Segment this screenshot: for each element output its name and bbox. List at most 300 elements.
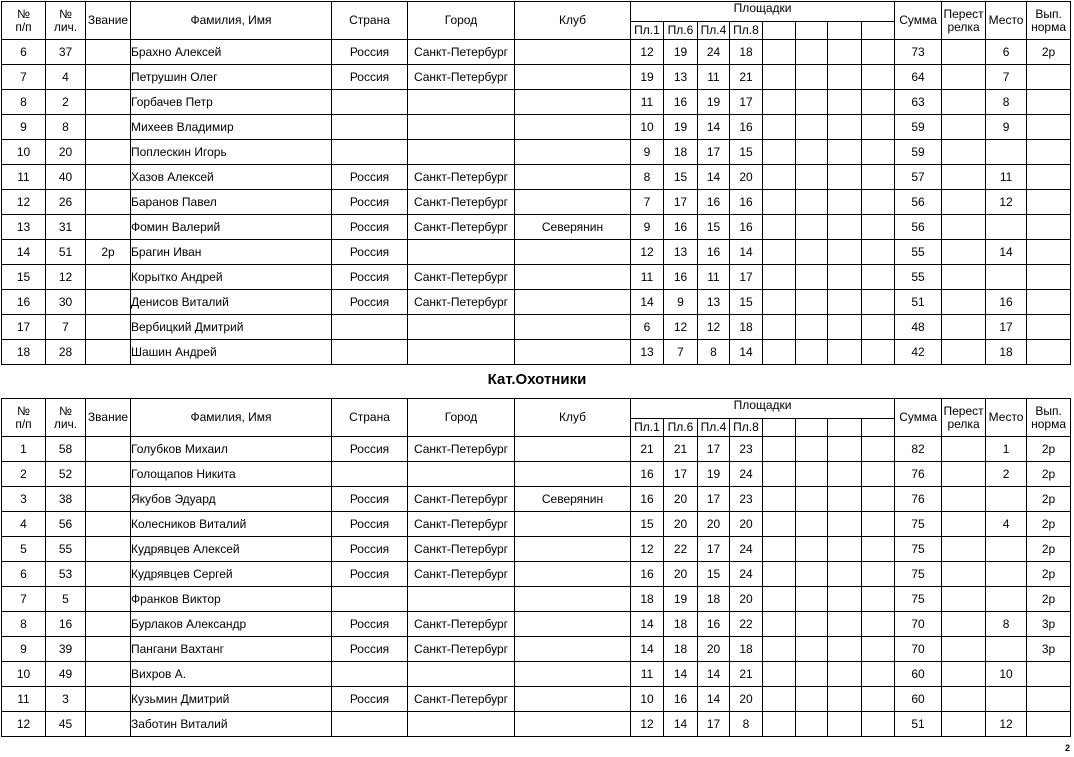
stand-score: 13	[664, 240, 698, 265]
personal-number: 20	[46, 140, 86, 165]
personal-number: 16	[46, 612, 86, 637]
stand-score: 19	[698, 462, 730, 487]
sum-cell: 82	[895, 437, 942, 462]
shootoff-cell	[942, 662, 986, 687]
row-number: 11	[2, 687, 46, 712]
stand-score: 19	[664, 115, 698, 140]
table-row	[2, 637, 1071, 662]
name-cell: Кудрявцев Сергей	[131, 562, 332, 587]
row-number: 8	[2, 612, 46, 637]
stand-score-empty	[763, 190, 796, 215]
rank-cell	[86, 487, 131, 512]
table-row	[2, 612, 1071, 637]
place-cell	[986, 265, 1027, 290]
stand-score-empty	[862, 190, 895, 215]
city-cell	[408, 115, 515, 140]
stand-score-empty	[763, 587, 796, 612]
stand-score-empty	[796, 437, 828, 462]
country-cell	[332, 90, 408, 115]
row-number: 4	[2, 512, 46, 537]
stand-score: 17	[698, 537, 730, 562]
personal-number: 52	[46, 462, 86, 487]
rank-cell	[86, 215, 131, 240]
city-header: Город	[408, 399, 515, 437]
stand-score: 18	[664, 140, 698, 165]
stand-score: 12	[631, 537, 664, 562]
shootoff-cell	[942, 537, 986, 562]
stand-score: 19	[664, 40, 698, 65]
rank-cell	[86, 437, 131, 462]
stand-score: 15	[698, 562, 730, 587]
stand-score-empty	[763, 265, 796, 290]
stand-score: 21	[664, 437, 698, 462]
place-cell	[986, 140, 1027, 165]
sum-cell: 51	[895, 712, 942, 737]
stand-score-empty	[763, 340, 796, 365]
stand-score: 16	[698, 612, 730, 637]
table-row	[2, 190, 1071, 215]
shootoff-cell	[942, 115, 986, 140]
name-cell: Фомин Валерий	[131, 215, 332, 240]
shootoff-cell	[942, 462, 986, 487]
name-cell: Шашин Андрей	[131, 340, 332, 365]
norm-cell: 2р	[1027, 512, 1071, 537]
country-cell	[332, 140, 408, 165]
country-cell	[332, 462, 408, 487]
club-cell	[515, 340, 631, 365]
table-row	[2, 537, 1071, 562]
stand-score-empty	[828, 190, 862, 215]
city-cell: Санкт-Петербург	[408, 40, 515, 65]
table-header	[2, 399, 1071, 437]
stand-score-empty	[862, 487, 895, 512]
stand-score: 18	[664, 637, 698, 662]
stand-score-empty	[828, 462, 862, 487]
row-number: 12	[2, 712, 46, 737]
personal-number: 8	[46, 115, 86, 140]
rank-cell	[86, 512, 131, 537]
stand-score-empty	[828, 512, 862, 537]
stand-score-empty	[763, 512, 796, 537]
stand-score: 14	[698, 115, 730, 140]
personal-number: 2	[46, 90, 86, 115]
country-cell: Россия	[332, 537, 408, 562]
stand-score-empty	[763, 662, 796, 687]
personal-number: 7	[46, 315, 86, 340]
row-number: 9	[2, 637, 46, 662]
rank-cell	[86, 462, 131, 487]
stand-header: Пл.1	[631, 419, 664, 437]
name-header: Фамилия, Имя	[131, 2, 332, 40]
stand-score: 9	[664, 290, 698, 315]
stand-score-empty	[862, 687, 895, 712]
stand-score-empty	[763, 562, 796, 587]
personal-number: 38	[46, 487, 86, 512]
personal-number: 45	[46, 712, 86, 737]
name-cell: Франков Виктор	[131, 587, 332, 612]
stand-score-empty	[763, 687, 796, 712]
stand-score-empty	[796, 487, 828, 512]
row-number: 9	[2, 115, 46, 140]
place-cell	[986, 587, 1027, 612]
club-cell: Северянин	[515, 487, 631, 512]
country-cell: Россия	[332, 290, 408, 315]
city-header: Город	[408, 2, 515, 40]
place-cell: 17	[986, 315, 1027, 340]
stand-score-empty	[763, 315, 796, 340]
rank-cell	[86, 340, 131, 365]
stand-score-empty	[828, 290, 862, 315]
table-row	[2, 662, 1071, 687]
personal-number: 53	[46, 562, 86, 587]
city-cell: Санкт-Петербург	[408, 165, 515, 190]
sum-cell: 70	[895, 637, 942, 662]
stand-score-empty	[796, 562, 828, 587]
shootoff-cell	[942, 562, 986, 587]
stand-score: 14	[664, 712, 698, 737]
stand-score-empty	[828, 215, 862, 240]
rank-cell	[86, 115, 131, 140]
stand-score-empty	[862, 140, 895, 165]
stand-score-empty	[796, 190, 828, 215]
norm-cell	[1027, 115, 1071, 140]
stand-score-empty	[862, 562, 895, 587]
personal-number: 37	[46, 40, 86, 65]
stand-score: 11	[631, 265, 664, 290]
place-cell	[986, 487, 1027, 512]
stand-score: 16	[664, 687, 698, 712]
stand-score: 24	[730, 537, 763, 562]
stand-score-empty	[796, 687, 828, 712]
norm-cell: 2р	[1027, 562, 1071, 587]
country-cell	[332, 662, 408, 687]
stand-score: 17	[730, 90, 763, 115]
place-cell: 10	[986, 662, 1027, 687]
city-cell: Санкт-Петербург	[408, 65, 515, 90]
sum-header: Сумма	[895, 2, 942, 40]
stand-score-empty	[796, 215, 828, 240]
sum-cell: 63	[895, 90, 942, 115]
stand-score: 16	[664, 215, 698, 240]
place-header: Место	[986, 2, 1027, 40]
stand-score: 21	[730, 65, 763, 90]
stand-score: 24	[730, 462, 763, 487]
stand-score-empty	[862, 65, 895, 90]
sum-cell: 59	[895, 115, 942, 140]
norm-cell	[1027, 240, 1071, 265]
place-cell: 14	[986, 240, 1027, 265]
stand-score-empty	[763, 90, 796, 115]
stand-score: 20	[698, 512, 730, 537]
stand-score-empty	[828, 712, 862, 737]
stand-score-empty	[862, 512, 895, 537]
num-pp-header: № п/п	[2, 399, 46, 437]
stand-score-empty	[828, 265, 862, 290]
personal-number: 3	[46, 687, 86, 712]
row-number: 5	[2, 537, 46, 562]
results-table-main	[1, 1, 1071, 365]
page-number: 2	[1064, 743, 1070, 753]
shootoff-cell	[942, 712, 986, 737]
stand-score-empty	[763, 40, 796, 65]
norm-cell	[1027, 65, 1071, 90]
city-cell: Санкт-Петербург	[408, 562, 515, 587]
norm-cell	[1027, 190, 1071, 215]
club-cell	[515, 65, 631, 90]
country-cell: Россия	[332, 190, 408, 215]
row-number: 17	[2, 315, 46, 340]
club-cell	[515, 637, 631, 662]
sum-cell: 56	[895, 215, 942, 240]
table-row	[2, 462, 1071, 487]
stand-score: 7	[631, 190, 664, 215]
country-cell: Россия	[332, 637, 408, 662]
rank-cell	[86, 687, 131, 712]
place-cell: 16	[986, 290, 1027, 315]
stand-score: 16	[730, 115, 763, 140]
stand-score-empty	[763, 612, 796, 637]
stand-score-empty	[862, 240, 895, 265]
city-cell: Санкт-Петербург	[408, 612, 515, 637]
table-row	[2, 437, 1071, 462]
country-cell: Россия	[332, 687, 408, 712]
sum-cell: 42	[895, 340, 942, 365]
stand-score: 17	[664, 462, 698, 487]
row-number: 7	[2, 587, 46, 612]
stand-score-empty	[763, 637, 796, 662]
row-number: 7	[2, 65, 46, 90]
rank-cell	[86, 315, 131, 340]
row-number: 15	[2, 265, 46, 290]
row-number: 3	[2, 487, 46, 512]
stand-score: 20	[664, 562, 698, 587]
stand-header	[796, 419, 828, 437]
table-row	[2, 340, 1071, 365]
rank-cell	[86, 612, 131, 637]
stand-score-empty	[862, 40, 895, 65]
stand-score-empty	[763, 240, 796, 265]
rank-cell	[86, 90, 131, 115]
club-cell	[515, 140, 631, 165]
stand-score-empty	[763, 462, 796, 487]
stand-score: 19	[664, 587, 698, 612]
stand-score-empty	[828, 662, 862, 687]
city-cell	[408, 587, 515, 612]
stand-score: 16	[631, 562, 664, 587]
stand-header	[828, 419, 862, 437]
rank-cell	[86, 65, 131, 90]
stand-score: 17	[698, 437, 730, 462]
stand-score: 18	[631, 587, 664, 612]
sum-cell: 57	[895, 165, 942, 190]
name-cell: Вихров А.	[131, 662, 332, 687]
row-number: 6	[2, 562, 46, 587]
sum-cell: 59	[895, 140, 942, 165]
stand-score: 9	[631, 140, 664, 165]
country-header: Страна	[332, 2, 408, 40]
table-row	[2, 587, 1071, 612]
name-cell: Денисов Виталий	[131, 290, 332, 315]
stand-score-empty	[796, 165, 828, 190]
personal-number: 55	[46, 537, 86, 562]
stand-score: 8	[730, 712, 763, 737]
stand-score: 14	[698, 662, 730, 687]
stand-score-empty	[828, 40, 862, 65]
stand-score: 10	[631, 115, 664, 140]
stand-score: 16	[631, 462, 664, 487]
stand-score: 7	[664, 340, 698, 365]
rank-cell	[86, 190, 131, 215]
shootoff-cell	[942, 190, 986, 215]
club-cell	[515, 190, 631, 215]
stand-score: 12	[631, 712, 664, 737]
rank-cell	[86, 140, 131, 165]
country-cell: Россия	[332, 240, 408, 265]
stand-score-empty	[796, 612, 828, 637]
stand-score-empty	[796, 537, 828, 562]
personal-number: 40	[46, 165, 86, 190]
country-cell	[332, 115, 408, 140]
rank-cell: 2р	[86, 240, 131, 265]
norm-header: Вып. норма	[1027, 2, 1071, 40]
table-row	[2, 140, 1071, 165]
city-cell: Санкт-Петербург	[408, 512, 515, 537]
row-number: 6	[2, 40, 46, 65]
stand-score: 21	[730, 662, 763, 687]
city-cell: Санкт-Петербург	[408, 265, 515, 290]
name-cell: Хазов Алексей	[131, 165, 332, 190]
norm-cell	[1027, 712, 1071, 737]
stand-score: 14	[730, 340, 763, 365]
rank-cell	[86, 637, 131, 662]
norm-cell	[1027, 315, 1071, 340]
country-cell	[332, 340, 408, 365]
shootoff-header: Перест релка	[942, 399, 986, 437]
personal-number: 28	[46, 340, 86, 365]
stand-score-empty	[796, 115, 828, 140]
club-cell	[515, 587, 631, 612]
club-cell	[515, 712, 631, 737]
stand-score: 6	[631, 315, 664, 340]
stand-header: Пл.4	[698, 419, 730, 437]
stand-score: 12	[631, 40, 664, 65]
shootoff-cell	[942, 290, 986, 315]
stand-score: 12	[631, 240, 664, 265]
stand-score: 15	[730, 290, 763, 315]
personal-number: 39	[46, 637, 86, 662]
personal-number: 12	[46, 265, 86, 290]
country-header: Страна	[332, 399, 408, 437]
stand-score-empty	[862, 290, 895, 315]
rank-cell	[86, 40, 131, 65]
stand-score: 11	[631, 90, 664, 115]
sum-cell: 75	[895, 537, 942, 562]
stand-score: 17	[664, 190, 698, 215]
stand-score: 12	[664, 315, 698, 340]
stand-score-empty	[796, 637, 828, 662]
place-cell	[986, 215, 1027, 240]
country-cell: Россия	[332, 437, 408, 462]
stand-score: 8	[631, 165, 664, 190]
shootoff-cell	[942, 240, 986, 265]
stand-score-empty	[828, 537, 862, 562]
rank-header: Звание	[86, 399, 131, 437]
stand-score: 23	[730, 437, 763, 462]
stand-score: 16	[631, 487, 664, 512]
sum-cell: 55	[895, 240, 942, 265]
stand-score-empty	[796, 340, 828, 365]
place-cell: 2	[986, 462, 1027, 487]
stand-score: 17	[698, 140, 730, 165]
country-cell: Россия	[332, 487, 408, 512]
stand-score-empty	[796, 290, 828, 315]
stand-score: 14	[664, 662, 698, 687]
stand-score-empty	[828, 687, 862, 712]
stand-score: 13	[664, 65, 698, 90]
stand-score-empty	[763, 115, 796, 140]
name-cell: Корытко Андрей	[131, 265, 332, 290]
stand-score-empty	[862, 612, 895, 637]
stand-score: 20	[730, 687, 763, 712]
stand-score-empty	[763, 537, 796, 562]
rank-cell	[86, 712, 131, 737]
sum-cell: 75	[895, 512, 942, 537]
stand-score: 21	[631, 437, 664, 462]
stand-header	[862, 22, 895, 40]
table-row	[2, 165, 1071, 190]
rank-cell	[86, 537, 131, 562]
place-cell: 8	[986, 612, 1027, 637]
stand-header: Пл.1	[631, 22, 664, 40]
table-row	[2, 315, 1071, 340]
name-cell: Брагин Иван	[131, 240, 332, 265]
club-cell	[515, 437, 631, 462]
stand-score-empty	[862, 265, 895, 290]
shootoff-cell	[942, 687, 986, 712]
sum-cell: 76	[895, 487, 942, 512]
country-cell: Россия	[332, 65, 408, 90]
stand-score: 14	[631, 290, 664, 315]
row-number: 1	[2, 437, 46, 462]
shootoff-cell	[942, 315, 986, 340]
sum-cell: 70	[895, 612, 942, 637]
name-cell: Бурлаков Александр	[131, 612, 332, 637]
stand-score-empty	[763, 140, 796, 165]
city-cell	[408, 240, 515, 265]
stand-score-empty	[828, 612, 862, 637]
num-lich-header: № лич.	[46, 399, 86, 437]
stand-score: 16	[698, 190, 730, 215]
sum-cell: 55	[895, 265, 942, 290]
club-cell	[515, 562, 631, 587]
place-cell	[986, 537, 1027, 562]
stand-score: 24	[730, 562, 763, 587]
stand-score: 14	[631, 612, 664, 637]
stand-score: 15	[698, 215, 730, 240]
stand-score-empty	[796, 512, 828, 537]
stand-score-empty	[828, 340, 862, 365]
stand-score: 18	[664, 612, 698, 637]
shootoff-cell	[942, 587, 986, 612]
stand-score: 23	[730, 487, 763, 512]
city-cell: Санкт-Петербург	[408, 290, 515, 315]
table-row	[2, 687, 1071, 712]
norm-cell	[1027, 165, 1071, 190]
stand-header: Пл.8	[730, 22, 763, 40]
shootoff-cell	[942, 165, 986, 190]
sum-cell: 60	[895, 687, 942, 712]
club-cell	[515, 240, 631, 265]
